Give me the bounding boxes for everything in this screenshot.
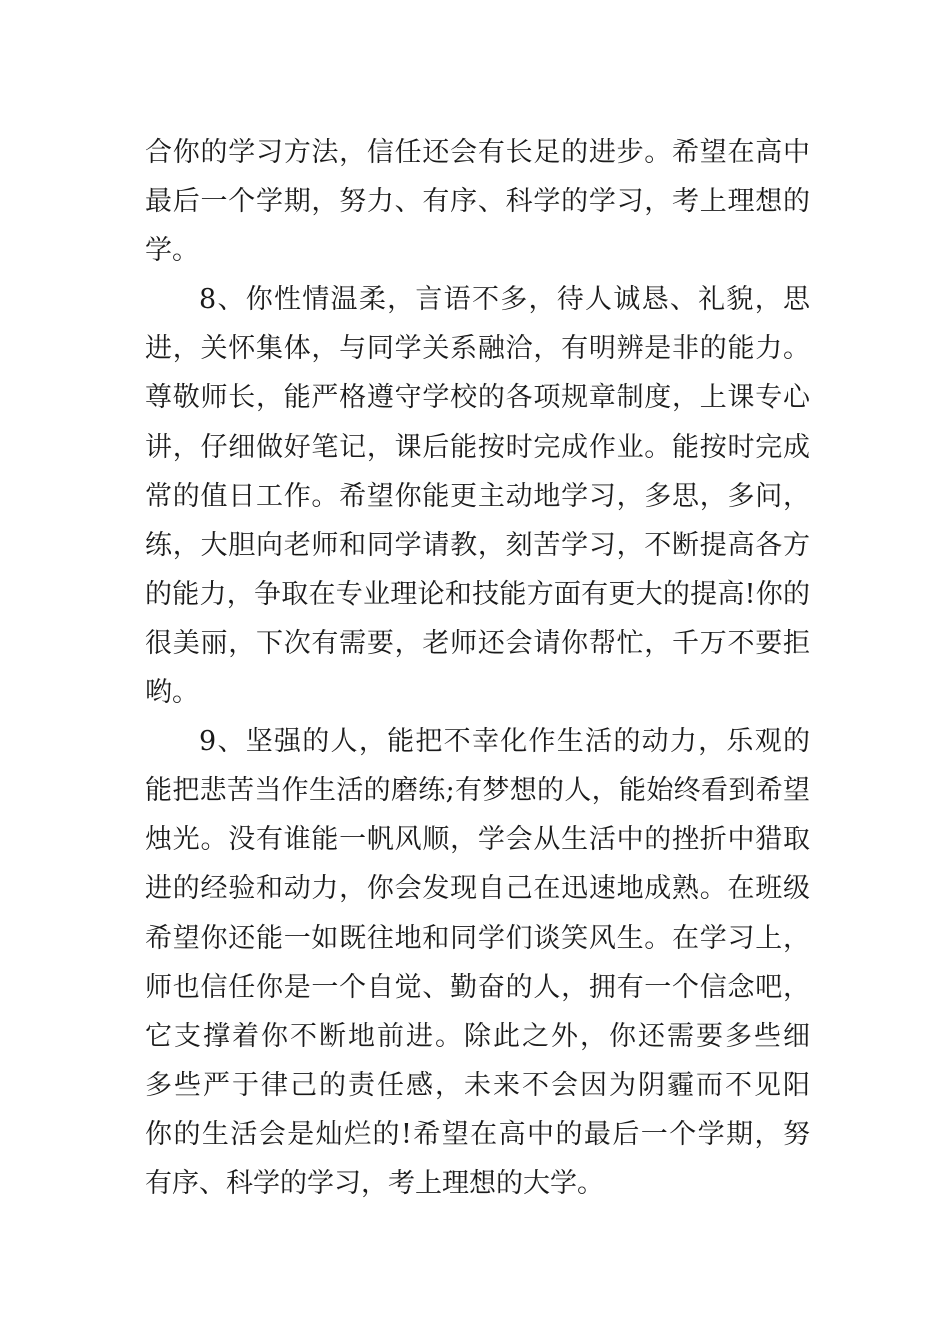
paragraph-8	[145, 275, 810, 717]
text-line: 师也信任你是一个自觉、勤奋的人，拥有一个信念吧，	[145, 971, 810, 1003]
text-line: 8、你性情温柔，言语不多，待人诚恳、礼貌，思	[199, 284, 810, 316]
text-line: 希望你还能一如既往地和同学们谈笑风生。在学习上，	[145, 922, 810, 954]
text-line: 9、坚强的人，能把不幸化作生活的动力，乐观的	[199, 726, 810, 758]
text-line: 学。	[145, 235, 199, 267]
text-line: 常的值日工作。希望你能更主动地学习，多思，多问，	[145, 480, 810, 512]
text-line: 烛光。没有谁能一帆风顺，学会从生活中的挫折中猎取	[145, 824, 810, 856]
text-line: 哟。	[145, 677, 199, 709]
text-line: 能把悲苦当作生活的磨练;有梦想的人，能始终看到希望	[145, 775, 810, 807]
text-line: 它支撑着你不断地前进。除此之外，你还需要多些细	[145, 1020, 810, 1052]
document-body	[145, 128, 810, 1208]
text-line: 最后一个学期，努力、有序、科学的学习，考上理想的	[145, 186, 810, 218]
text-line: 很美丽，下次有需要，老师还会请你帮忙，千万不要拒	[145, 627, 810, 659]
text-line: 练，大胆向老师和同学请教，刻苦学习，不断提高各方	[145, 529, 810, 561]
text-line: 进的经验和动力，你会发现自己在迅速地成熟。在班级	[145, 873, 810, 905]
text-line: 讲，仔细做好笔记，课后能按时完成作业。能按时完成	[145, 431, 810, 463]
text-line: 多些严于律己的责任感，未来不会因为阴霾而不见阳	[145, 1069, 810, 1101]
text-line: 尊敬师长，能严格遵守学校的各项规章制度，上课专心	[145, 382, 810, 414]
text-line: 有序、科学的学习，考上理想的大学。	[145, 1167, 604, 1199]
paragraph-9	[145, 717, 810, 1208]
text-line: 进，关怀集体，与同学关系融洽，有明辨是非的能力。	[145, 333, 810, 365]
paragraph-7-continuation	[145, 128, 810, 275]
text-line: 你的生活会是灿烂的!希望在高中的最后一个学期，努	[145, 1118, 810, 1150]
text-line: 合你的学习方法，信任还会有长足的进步。希望在高中	[145, 137, 810, 168]
text-line: 的能力，争取在专业理论和技能方面有更大的提高!你的	[145, 578, 810, 610]
